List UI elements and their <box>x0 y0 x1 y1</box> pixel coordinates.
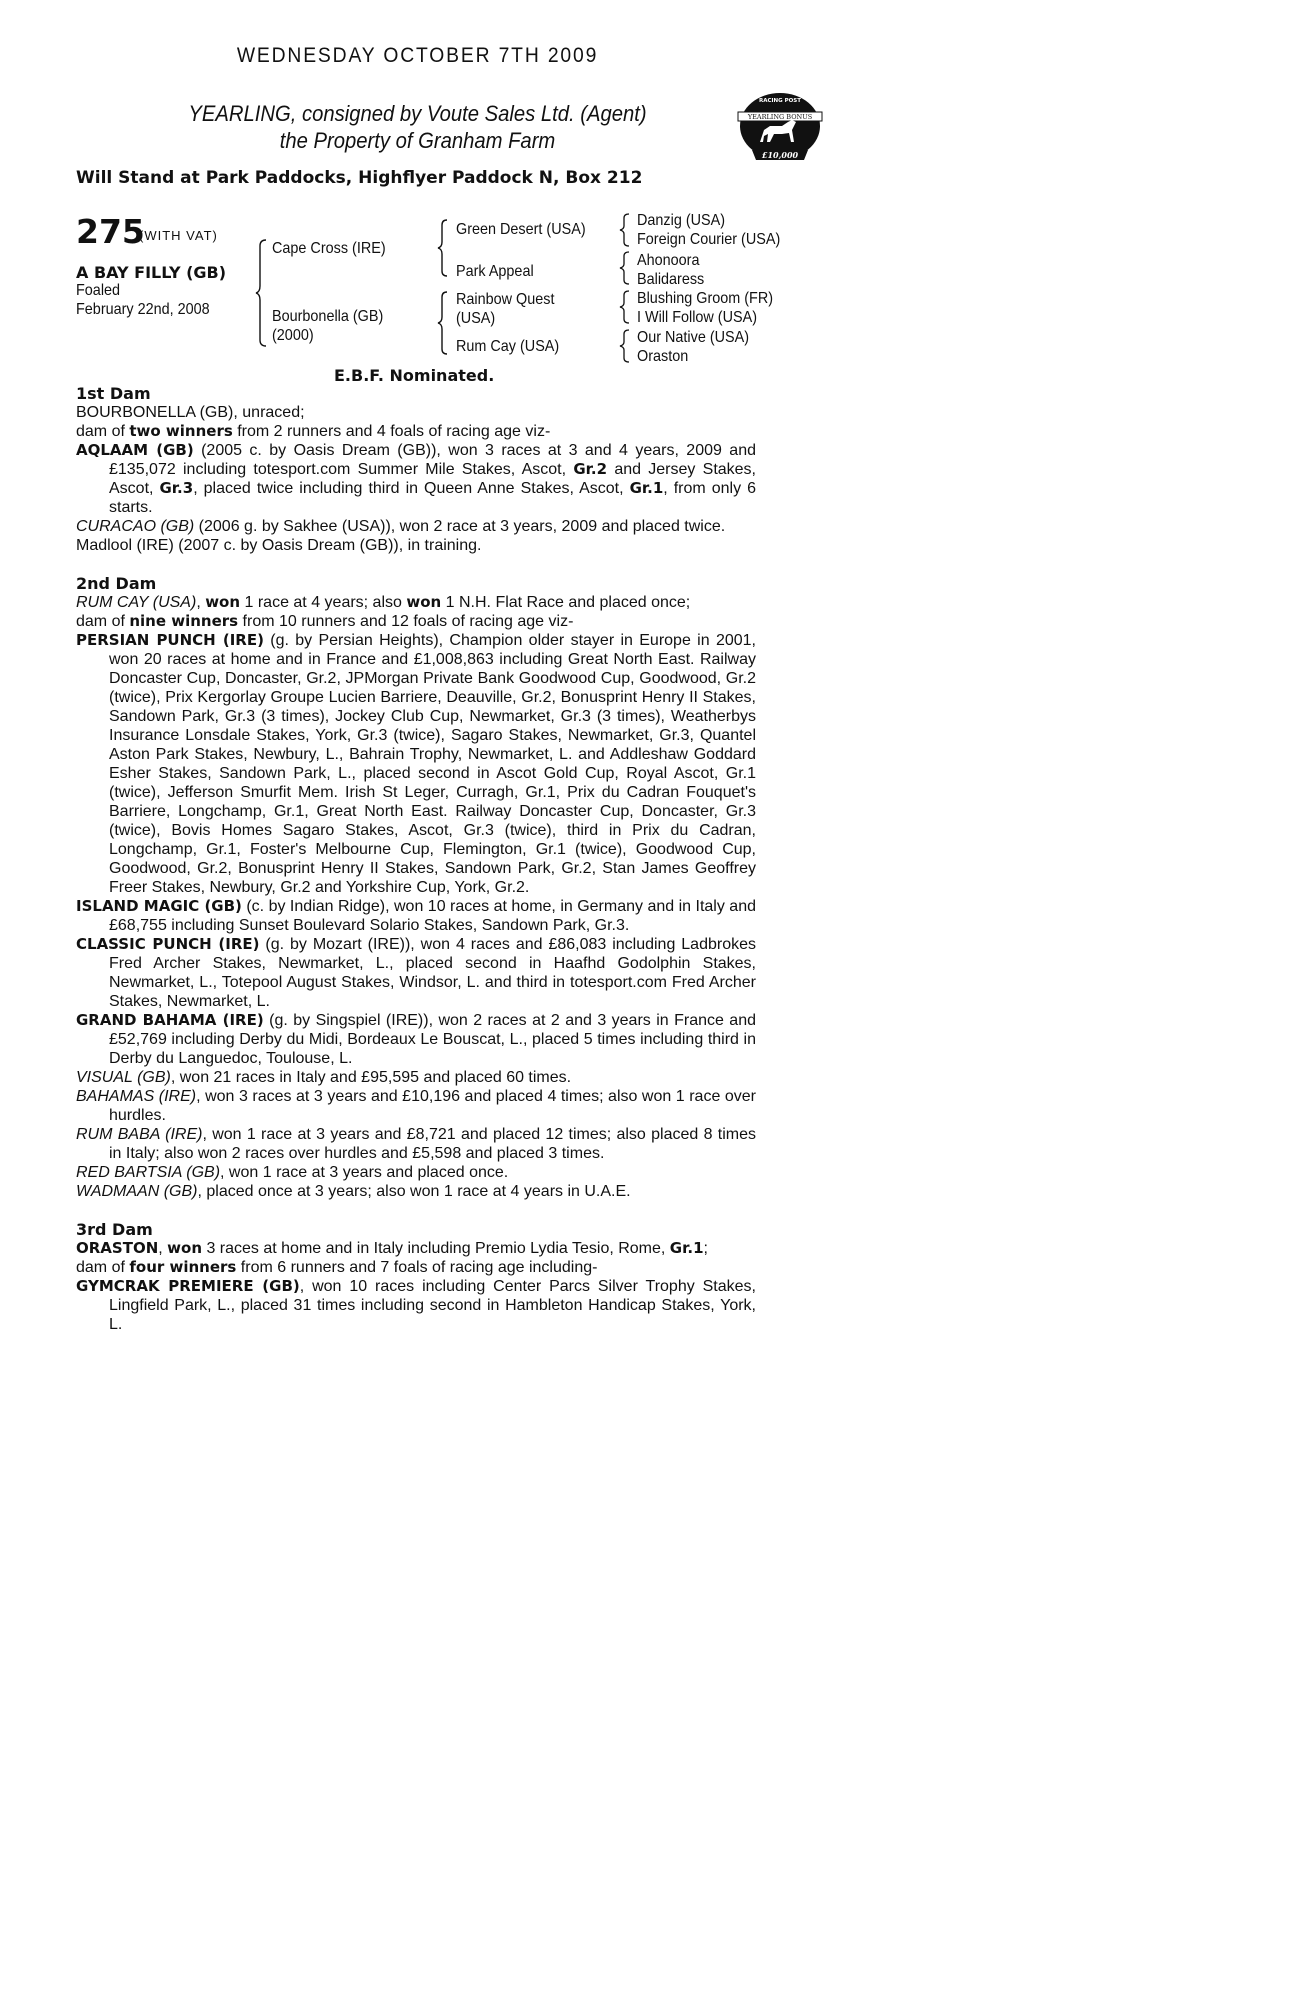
produce-entry-madlool: Madlool (IRE) (2007 c. by Oasis Dream (GB)), in training. <box>76 537 482 554</box>
stand-location: Will Stand at Park Paddocks, Highflyer Paddock N, Box 212 <box>76 168 643 188</box>
horse-name: AQLAAM (GB) <box>76 441 194 459</box>
pedigree-brace-3a <box>619 212 631 248</box>
first-dam-heading: 1st Dam <box>76 384 151 403</box>
second-dam-line <box>76 593 756 612</box>
text-run: (g. by Singspiel (IRE)), won 2 races at 2 and 3 years in France and £52,769 including Derby du Midi, Bordeaux Le Bouscat, L., placed 5 times including third in Derby du Languedoc, Toulouse, L. <box>109 1012 757 1067</box>
grade-label: Gr.1 <box>629 479 664 497</box>
consignment <box>33 100 801 154</box>
vat-note: (WITH VAT) <box>139 228 218 243</box>
second-dam-produce-summary <box>76 612 756 631</box>
text-run: 3 races at home and in Italy including Premio Lydia Tesio, Rome, <box>202 1240 670 1257</box>
text-run: (2006 g. by Sakhee (USA)), won 2 race at 3 years, 2009 and placed twice. <box>194 518 726 535</box>
horse-name: PERSIAN PUNCH (IRE) <box>76 631 264 649</box>
dam-sire-line-2: (USA) <box>456 310 496 327</box>
horse-name: BAHAMAS (IRE) <box>76 1088 197 1105</box>
horse-name: GYMCRAK PREMIERE (GB) <box>76 1277 300 1295</box>
text-run: , placed once at 3 years; also won 1 race at 4 years in U.A.E. <box>197 1183 631 1200</box>
consign-line-2: the Property of Granham Farm <box>279 128 556 153</box>
sdd: Balidaress <box>637 271 705 288</box>
text-run: , won 3 races at 3 years and £10,196 and placed 4 times; also won 1 race over hurdles. <box>109 1088 757 1124</box>
first-dam-line: BOURBONELLA (GB), unraced; <box>76 404 305 421</box>
lot-number: 275 <box>76 212 145 251</box>
text-run: , placed twice including third in Queen Anne Stakes, Ascot, <box>193 480 630 497</box>
logo-amount-text: £10,000 <box>761 150 799 160</box>
produce-entry-wadmaan <box>76 1182 756 1201</box>
text-run: 1 N.H. Flat Race and placed once; <box>441 594 691 611</box>
pedigree-brace-3b <box>619 250 631 286</box>
dam-sire <box>456 290 554 328</box>
sire-sire: Green Desert (USA) <box>456 221 586 238</box>
won-label: won <box>205 593 241 611</box>
text-run: dam of <box>76 423 130 440</box>
grade-label: Gr.2 <box>573 460 608 478</box>
sds: Ahonoora <box>637 252 700 269</box>
horse-name: RUM CAY (USA) <box>76 594 197 611</box>
text-run: (c. by Indian Ridge), won 10 races at home, in Germany and in Italy and £68,755 including Sunset Boulevard Solario Stakes, Sandown Park, Gr.3. <box>109 898 756 934</box>
text-run: (2005 c. by Oasis Dream (GB)), won 3 races at 3 and 4 years, 2009 and £135,072 including totesport.com Summer Mile Stakes, Ascot, <box>109 442 756 478</box>
produce-entry-island-magic <box>76 897 756 935</box>
produce-entry-curacao <box>76 517 756 536</box>
consign-line-1: YEARLING, consigned by Voute Sales Ltd. (Agent) <box>188 101 647 126</box>
dam-year: (2000) <box>272 327 314 344</box>
sire: Cape Cross (IRE) <box>272 240 386 257</box>
text-run: and Jersey Stakes, Ascot, <box>109 461 757 497</box>
pedigree-brace-2b <box>437 290 449 356</box>
text-run: from 6 runners and 7 foals of racing age including- <box>236 1259 598 1276</box>
third-dam-produce-summary <box>76 1258 756 1277</box>
text-run: from 10 runners and 12 foals of racing age viz- <box>238 613 574 630</box>
text-run: , <box>196 594 206 611</box>
horse-name: GRAND BAHAMA (IRE) <box>76 1011 264 1029</box>
horse-name: RUM BABA (IRE) <box>76 1126 203 1143</box>
foaled-info <box>76 281 210 319</box>
sale-date: WEDNESDAY OCTOBER 7TH 2009 <box>236 44 599 67</box>
horse-name: ORASTON <box>76 1239 159 1257</box>
spacer <box>76 555 756 574</box>
text-run: 1 race at 4 years; also <box>240 594 407 611</box>
produce-entry-persian-punch <box>76 631 756 897</box>
grade-label: Gr.3 <box>159 479 194 497</box>
sss: Danzig (USA) <box>637 212 726 229</box>
ddd: Oraston <box>637 348 689 365</box>
pedigree-brace-3c <box>619 289 631 325</box>
won-label: won <box>167 1239 202 1257</box>
winners-count: two winners <box>129 422 233 440</box>
produce-entry-classic-punch <box>76 935 756 1011</box>
horse-name: VISUAL (GB) <box>76 1069 171 1086</box>
horse-name: WADMAAN (GB) <box>76 1183 198 1200</box>
produce-entry-rum-baba <box>76 1125 756 1163</box>
pedigree-brace-1 <box>254 238 268 348</box>
dam-dam: Rum Cay (USA) <box>456 338 560 355</box>
produce-entry-red-bartsia <box>76 1163 756 1182</box>
dam-name: Bourbonella (GB) <box>272 308 384 325</box>
horse-name: CURACAO (GB) <box>76 518 195 535</box>
produce-record <box>76 384 756 1334</box>
winners-count: four winners <box>129 1258 237 1276</box>
produce-entry-grand-bahama <box>76 1011 756 1068</box>
dam-sire-line-1: Rainbow Quest <box>456 291 555 308</box>
horse-name: CLASSIC PUNCH (IRE) <box>76 935 260 953</box>
produce-entry-gymcrak-premiere <box>76 1277 756 1334</box>
text-run: (g. by Persian Heights), Champion older stayer in Europe in 2001, won 20 races at home and in France and £1,008,863 including Great North East. Railway Doncaster Cup, Doncaster, Gr.2, JPMorgan Private Bank Goodwood Cup, Goodwood, Gr.2 (twice), Prix Kergorlay Groupe Lucien Barriere, Deauville, Gr.2, Bonusprint Henry II Stakes, Sandown Park, Gr.3 (3 times), Jockey Club Cup, Newmarket, Gr.3 (3 times), Weatherbys Insurance Lonsdale Stakes, York, Gr.3 (twice), Sagaro Stakes, Newmarket, Gr.3, Quantel Aston Park Stakes, Newbury, L., Bahrain Trophy, Newmarket, L. and Addleshaw Goddard Esher Stakes, Sandown Park, L., placed second in Ascot Gold Cup, Royal Ascot, Gr.1 (twice), Jefferson Smurfit Mem. Irish St Leger, Curragh, Gr.1, Prix du Cadran Fouquet's Barriere, Longchamp, Gr.1, Great North East. Railway Doncaster Cup, Doncaster, Gr.3 (twice), Bovis Homes Sagaro Stakes, Ascot, Gr.3 (twice), third in Prix du Cadran, Longchamp, Gr.1, Foster's Melbourne Cup, Flemington, Gr.1 (twice), Goodwood Cup, Goodwood, Gr.2, Bonusprint Henry II Stakes, Sandown Park, Gr.2, Stan James Geoffrey Freer Stakes, Newbury, Gr.2 and Yorkshire Cup, York, Gr.2. <box>109 632 757 896</box>
text-run: , won 1 race at 3 years and £8,721 and placed 12 times; also placed 8 times in Italy; also won 2 races over hurdles and £5,598 and placed 3 times. <box>109 1126 757 1162</box>
ssd: Foreign Courier (USA) <box>637 231 781 248</box>
second-dam-heading: 2nd Dam <box>76 574 157 593</box>
third-dam-heading: 3rd Dam <box>76 1220 153 1239</box>
ebf-nominated: E.B.F. Nominated. <box>334 366 495 385</box>
text-run: dam of <box>76 1259 130 1276</box>
foaled-date: February 22nd, 2008 <box>76 301 210 318</box>
text-run: , from only 6 starts. <box>109 480 757 516</box>
text-run: , won 1 race at 3 years and placed once. <box>220 1164 509 1181</box>
text-run: , won 21 races in Italy and £95,595 and placed 60 times. <box>170 1069 572 1086</box>
horse-description: A BAY FILLY (GB) <box>76 263 227 282</box>
text-run: dam of <box>76 613 130 630</box>
yearling-bonus-logo <box>730 90 830 168</box>
winners-count: nine winners <box>129 612 239 630</box>
text-run: , <box>158 1240 168 1257</box>
text-run: from 2 runners and 4 foals of racing age viz- <box>232 423 551 440</box>
produce-entry-visual <box>76 1068 756 1087</box>
text-run: , won 10 races including Center Parcs Silver Trophy Stakes, Lingfield Park, L., placed 31 times including second in Hambleton Handicap Stakes, York, L. <box>109 1278 756 1333</box>
produce-entry-aqlaam <box>76 441 756 517</box>
dss: Blushing Groom (FR) <box>637 290 774 307</box>
logo-top-text: RACING POST <box>758 98 802 104</box>
first-dam-produce-summary <box>76 422 756 441</box>
horse-name: RED BARTSIA (GB) <box>76 1164 221 1181</box>
dds: Our Native (USA) <box>637 329 750 346</box>
sire-dam: Park Appeal <box>456 263 534 280</box>
produce-entry-bahamas <box>76 1087 756 1125</box>
dsd: I Will Follow (USA) <box>637 309 758 326</box>
spacer <box>76 1201 756 1220</box>
horse-name: ISLAND MAGIC (GB) <box>76 897 242 915</box>
grade-label: Gr.1 <box>669 1239 704 1257</box>
dam <box>272 307 383 345</box>
foaled-label: Foaled <box>76 282 121 299</box>
won-label: won <box>406 593 442 611</box>
pedigree-brace-2a <box>437 218 449 278</box>
logo-band-text: YEARLING BONUS <box>747 113 813 121</box>
third-dam-line <box>76 1239 756 1258</box>
pedigree-brace-3d <box>619 328 631 364</box>
text-run: ; <box>703 1240 708 1257</box>
text-run: (g. by Mozart (IRE)), won 4 races and £86,083 including Ladbrokes Fred Archer Stakes, Newmarket, L., placed second in Haafhd Godolphin Stakes, Newmarket, L., Totepool August Stakes, Windsor, L. and third in totesport.com Fred Archer Stakes, Newmarket, L. <box>109 936 756 1010</box>
